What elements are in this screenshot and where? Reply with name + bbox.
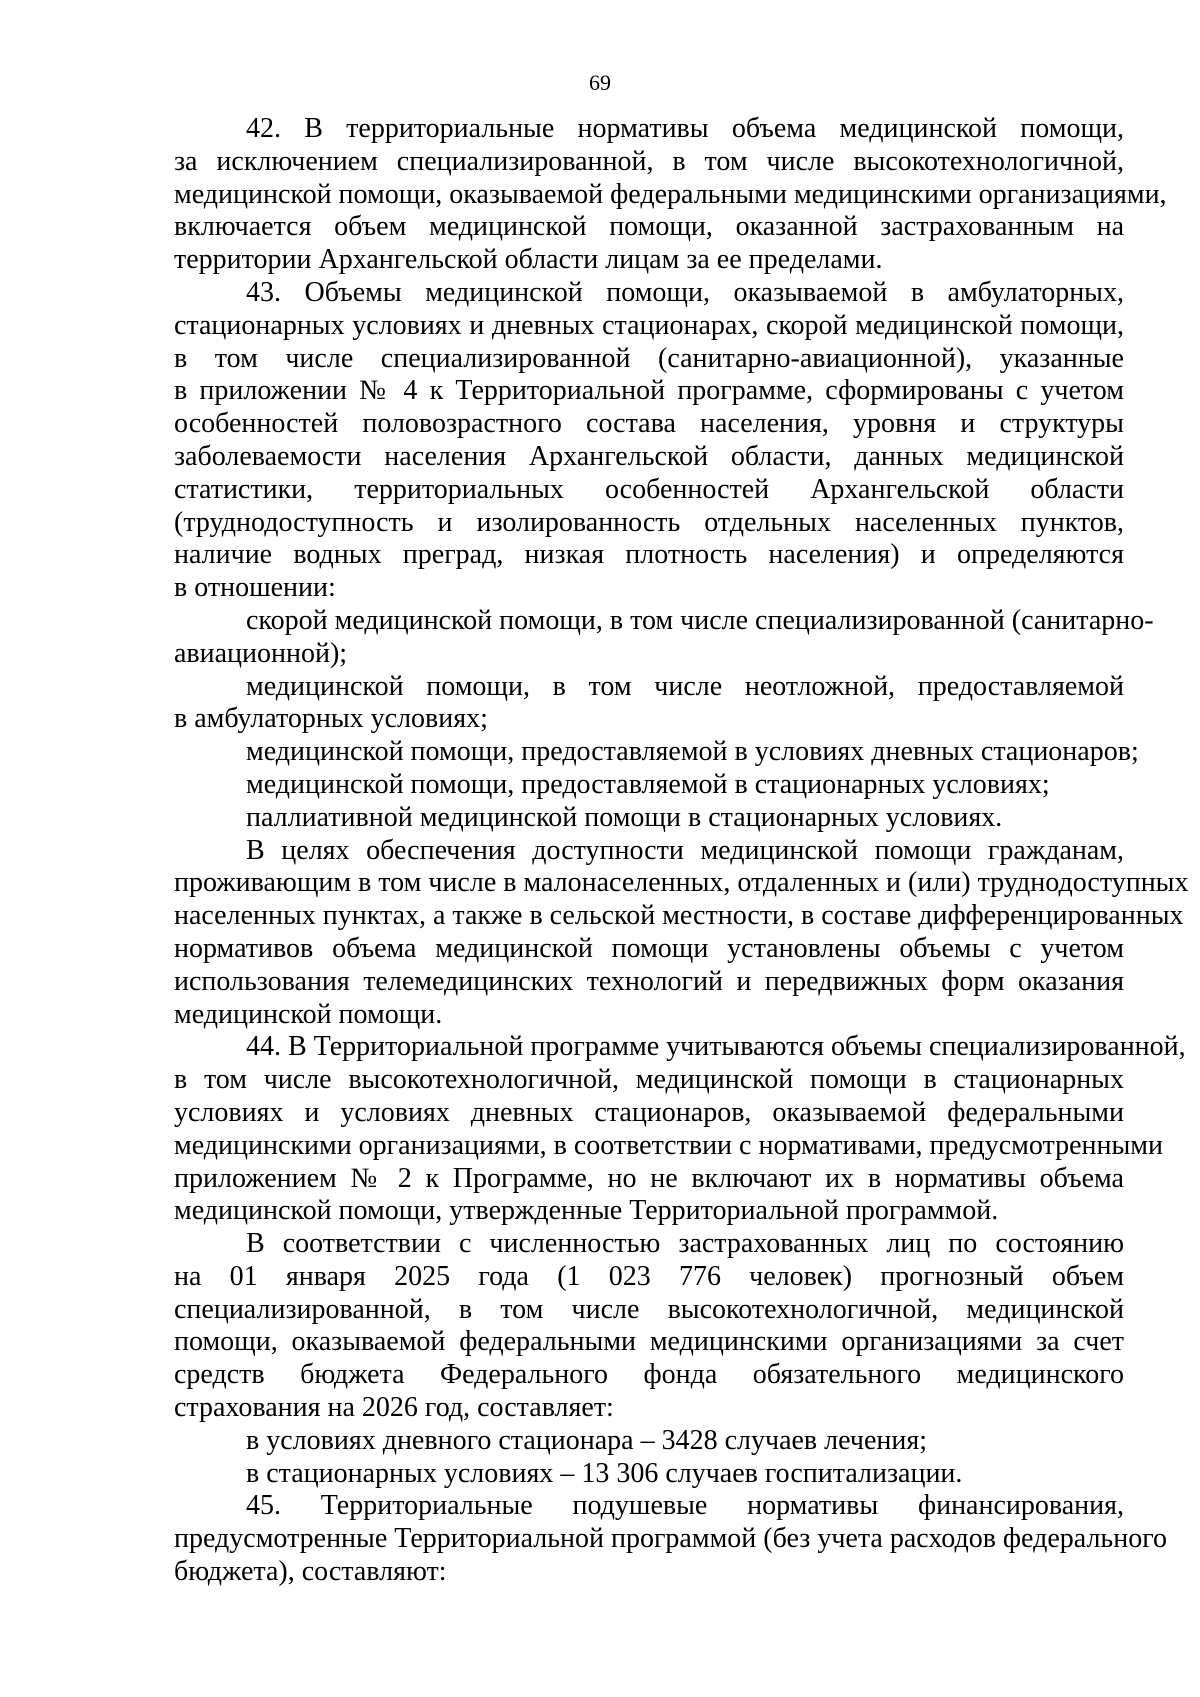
text-line: приложением № 2 к Программе, но не включают их в нормативы объема [174,1162,1124,1194]
text-line: в условиях дневного стационара – 3428 случаев лечения; [246,1424,927,1456]
paragraph-p43-item2 [174,671,1124,737]
text-line: стационарных условиях и дневных стационарах, скорой медицинской помощи, [174,309,1124,341]
page-number: 69 [589,70,611,95]
text-line: в отношении: [174,572,336,604]
text-line: 42. В территориальные нормативы объема медицинской помощи, [246,113,1124,144]
text-line: медицинской помощи. [174,998,443,1030]
text-line: В соответствии с численностью застрахованных лиц по состоянию [246,1228,1124,1260]
text-line: медицинской помощи, утвержденные Территориальной программой. [174,1195,999,1227]
paragraph-p44-forecast [174,1228,1124,1425]
text-line: проживающим в том числе в малонаселенных, отдаленных и (или) труднодоступных [174,867,1189,899]
text-line: медицинской помощи, предоставляемой в стационарных условиях; [246,768,1050,800]
text-line: 45. Территориальные подушевые нормативы финансирования, [246,1490,1124,1522]
text-line: использования телемедицинских технологий и передвижных форм оказания [174,965,1124,997]
text-line: населенных пунктах, а также в сельской местности, в составе дифференцированных [174,900,1184,932]
text-line: паллиативной медицинской помощи в стационарных условиях. [246,801,1003,833]
text-line: в стационарных условиях – 13 306 случаев госпитализации. [246,1457,963,1489]
paragraph-p42 [174,113,1167,277]
paragraph-p44-inpatient [174,1458,1124,1491]
text-line: условиях и условиях дневных стационаров, оказываемой федеральными [174,1096,1124,1128]
text-line: в амбулаторных условиях; [174,703,488,735]
text-line: бюджета), составляют: [174,1556,447,1588]
paragraph-p43-item5 [174,802,1124,835]
text-line: в приложении № 4 к Территориальной программе, сформированы с учетом [174,375,1124,407]
text-line: средств бюджета Федерального фонда обязательного медицинского [174,1359,1124,1391]
text-line: территории Архангельской области лицам за ее пределами. [174,244,883,276]
text-line: включается объем медицинской помощи, оказанной застрахованным на [174,211,1124,243]
text-line: за исключением специализированной, в том числе высокотехнологичной, [174,145,1124,177]
text-line: медицинскими организациями, в соответствии с нормативами, предусмотренными [174,1129,1164,1161]
text-line: в том числе высокотехнологичной, медицинской помощи в стационарных [174,1064,1124,1096]
text-line: авиационной); [174,637,348,669]
paragraph-p44 [174,1031,1186,1228]
text-line: нормативов объема медицинской помощи установлены объемы с учетом [174,932,1124,964]
paragraph-p43-item4 [174,769,1124,802]
text-line: скорой медицинской помощи, в том числе специализированной (санитарно- [246,604,1154,636]
text-line: статистики, территориальных особенностей Архангельской области [174,473,1124,505]
paragraph-p43-access [174,834,1189,1032]
text-line: 44. В Территориальной программе учитываются объемы специализированной, [246,1031,1186,1063]
text-line: специализированной, в том числе высокотехнологичной, медицинской [174,1293,1124,1325]
text-line: 43. Объемы медицинской помощи, оказываемой в амбулаторных, [246,276,1124,308]
text-line: предусмотренные Территориальной программой (без учета расходов федерального [174,1523,1167,1555]
paragraph-p44-day [174,1425,1124,1458]
text-line: медицинской помощи, предоставляемой в условиях дневных стационаров; [246,736,1139,768]
paragraph-p45 [174,1490,1167,1588]
text-line: в том числе специализированной (санитарно-авиационной), указанные [174,342,1124,374]
text-line: наличие водных преград, низкая плотность населения) и определяются [174,539,1124,571]
text-line: особенностей половозрастного состава населения, уровня и структуры [174,408,1124,440]
text-line: помощи, оказываемой федеральными медицинскими организациями за счет [174,1326,1124,1358]
text-line: заболеваемости населения Архангельской области, данных медицинской [174,440,1124,472]
paragraph-p43-item3 [174,736,1139,769]
text-line: медицинской помощи, оказываемой федеральными медицинскими организациями, [174,178,1167,210]
text-line: медицинской помощи, в том числе неотложной, предоставляемой [246,670,1124,702]
text-line: на 01 января 2025 года (1 023 776 человек) прогнозный объем [174,1260,1124,1292]
document-body [174,113,1189,1589]
paragraph-p43 [174,277,1124,605]
text-line: (труднодоступность и изолированность отдельных населенных пунктов, [174,506,1124,538]
paragraph-p43-item1 [174,604,1154,671]
text-line: страхования на 2026 год, составляет: [174,1392,614,1424]
text-line: В целях обеспечения доступности медицинской помощи гражданам, [246,834,1124,866]
